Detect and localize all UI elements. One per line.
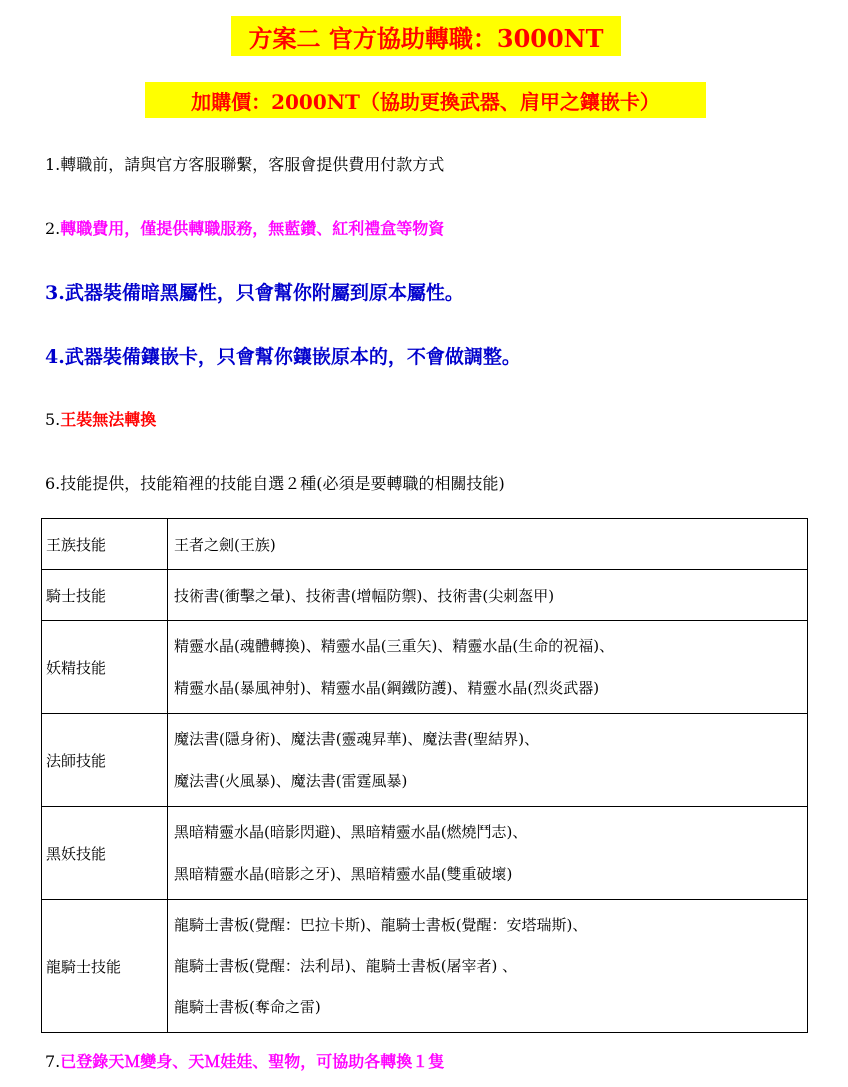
table-row: [42, 900, 808, 1033]
note-text: 轉職費用，僅提供轉職服務，無藍鑽、紅利禮盒等物資: [60, 219, 445, 238]
table-row: [42, 807, 808, 900]
skill-line: 龍騎士書板(覺醒：巴拉卡斯)、龍騎士書板(覺醒：安塔瑞斯)、: [174, 915, 588, 934]
table-row: [42, 714, 808, 807]
note-5: [45, 407, 156, 430]
skill-line: 精靈水晶(魂體轉換)、精靈水晶(三重矢)、精靈水晶(生命的祝福)、: [174, 637, 615, 655]
note-text: 武器裝備暗黑屬性，只會幫你附屬到原本屬性。: [64, 282, 464, 304]
skill-category: 龍騎士技能: [42, 900, 168, 1033]
note-number: 6.: [45, 474, 61, 493]
note-number: 4.: [45, 346, 65, 368]
skill-line: 王者之劍(王族): [174, 535, 276, 554]
note-text: 武器裝備鑲嵌卡，只會幫你鑲嵌原本的，不會做調整。: [64, 346, 521, 368]
skill-line: 魔法書(火風暴)、魔法書(雷霆風暴): [174, 772, 408, 790]
skill-line: 黑暗精靈水晶(暗影閃避)、黑暗精靈水晶(燃燒鬥志)、: [174, 823, 528, 841]
skill-list: [168, 621, 808, 714]
table-row: [42, 519, 808, 570]
skill-list: [168, 714, 808, 807]
note-text: 王裝無法轉換: [60, 410, 157, 429]
note-text: 技能提供，技能箱裡的技能自選２種(必須是要轉職的相關技能): [60, 474, 505, 493]
note-number: 1.: [45, 155, 61, 174]
note-3: [45, 278, 464, 305]
skill-list: [168, 519, 808, 570]
note-2: [45, 216, 444, 239]
skill-line: 技術書(衝擊之暈)、技術書(增幅防禦)、技術書(尖刺盔甲): [174, 586, 555, 605]
note-text: 已登錄天Ｍ變身、天Ｍ娃娃、聖物，可協助各轉換１隻: [60, 1052, 445, 1071]
plan-title: 方案二 官方協助轉職：3000NT: [231, 16, 621, 56]
note-7: [45, 1049, 444, 1072]
note-4: [45, 342, 521, 369]
note-text: 轉職前，請與官方客服聯繫，客服會提供費用付款方式: [60, 155, 445, 174]
skill-list: [168, 900, 808, 1033]
table-row: [42, 570, 808, 621]
skill-line: 黑暗精靈水晶(暗影之牙)、黑暗精靈水晶(雙重破壞): [174, 865, 513, 883]
skill-line: 龍騎士書板(奪命之雷): [174, 997, 321, 1016]
skill-line: 魔法書(隱身術)、魔法書(靈魂昇華)、魔法書(聖結界)、: [174, 730, 540, 748]
skill-list: [168, 807, 808, 900]
skill-category: 黑妖技能: [42, 807, 168, 900]
skill-line: 龍騎士書板(覺醒：法利昂)、龍騎士書板(屠宰者) 、: [174, 956, 518, 975]
note-number: 7.: [45, 1052, 61, 1071]
table-row: [42, 621, 808, 714]
note-1: [45, 152, 444, 175]
skill-line: 精靈水晶(暴風神射)、精靈水晶(鋼鐵防護)、精靈水晶(烈炎武器): [174, 679, 600, 697]
skill-list: [168, 570, 808, 621]
addon-price-title: 加購價：2000NT（協助更換武器、肩甲之鑲嵌卡）: [145, 82, 706, 118]
skill-category: 妖精技能: [42, 621, 168, 714]
skill-category: 王族技能: [42, 519, 168, 570]
note-6: [45, 471, 505, 494]
note-number: 3.: [45, 282, 65, 304]
note-number: 2.: [45, 219, 61, 238]
skill-category: 法師技能: [42, 714, 168, 807]
note-number: 5.: [45, 410, 61, 429]
skills-table: [41, 518, 808, 1033]
skill-category: 騎士技能: [42, 570, 168, 621]
